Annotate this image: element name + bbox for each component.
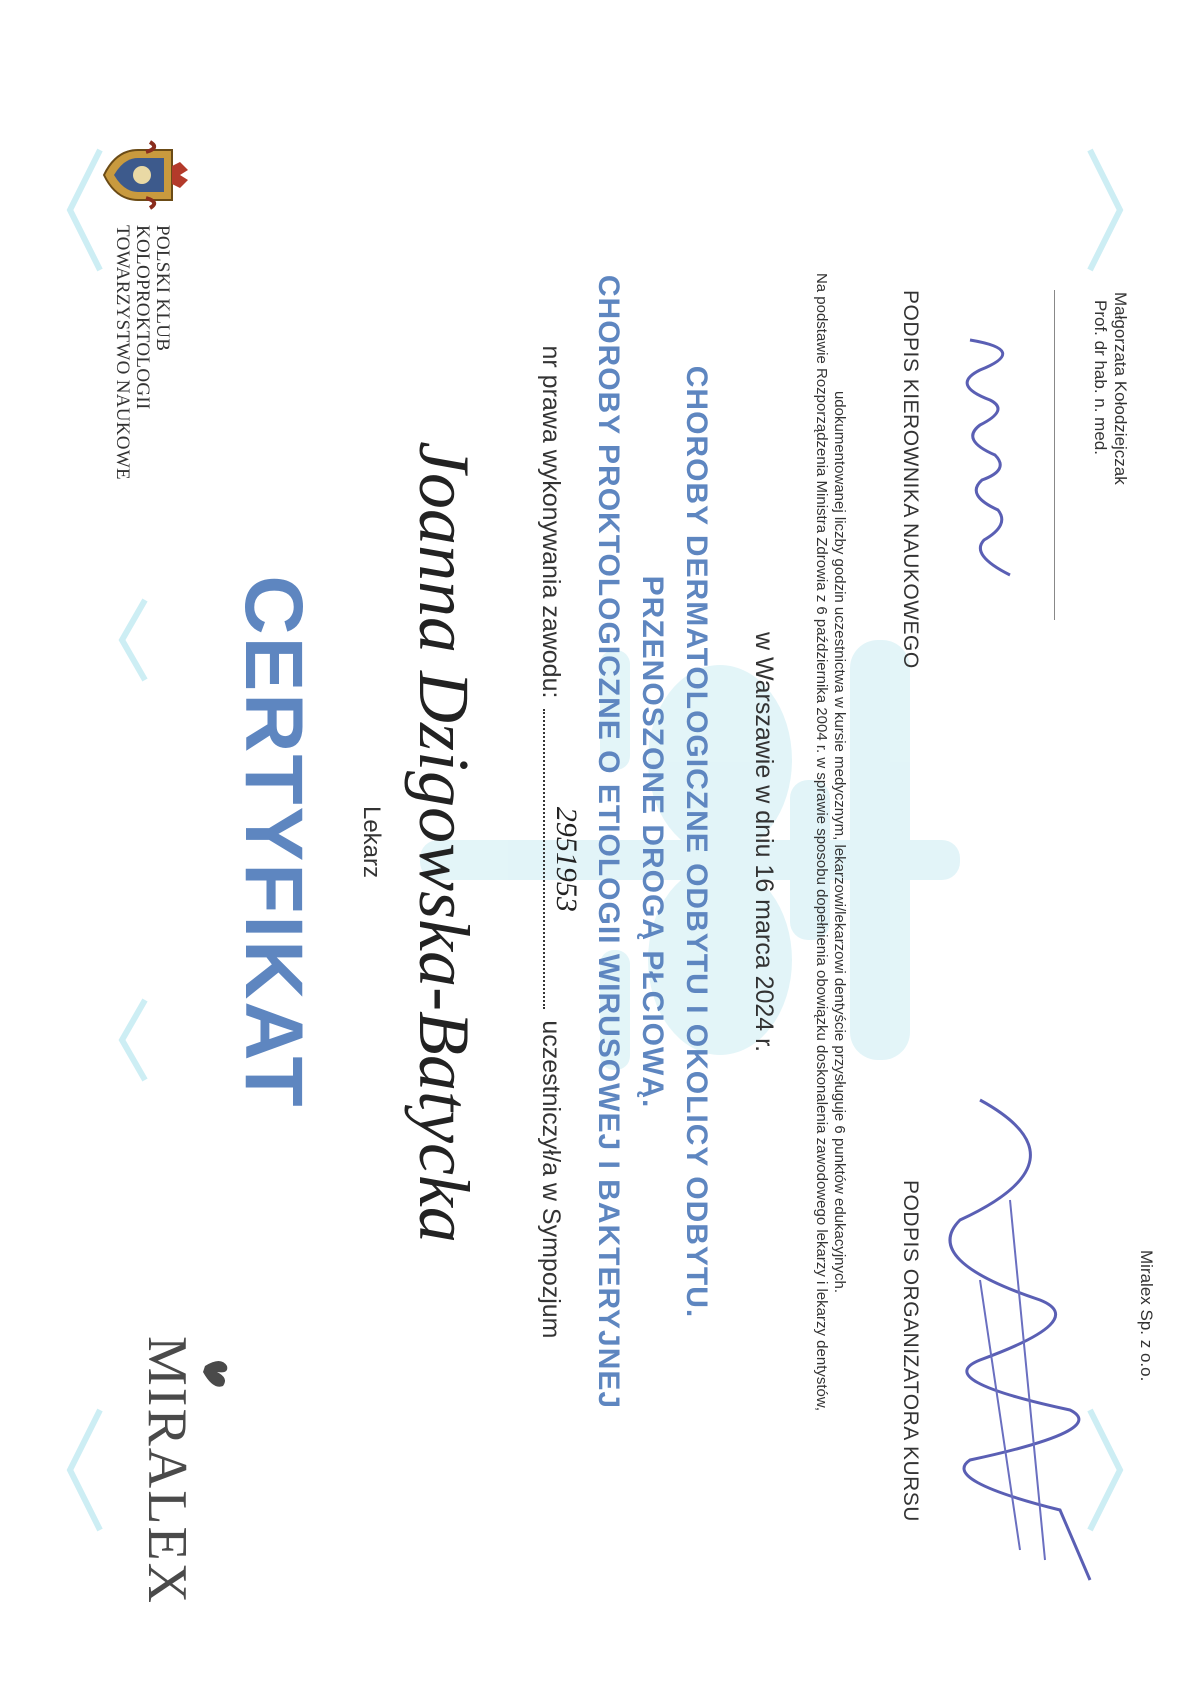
certificate-title: CERTYFIKAT: [228, 575, 319, 1109]
organizer-company: Miralex Sp. z o.o.: [1137, 1250, 1156, 1382]
pkk-name-line3: TOWARZYSTWO NAUKOWE: [112, 225, 133, 480]
signature-label-organizer: PODPIS ORGANIZATORA KURSU: [899, 1180, 922, 1522]
signature-organizer-image: [920, 1080, 1130, 1600]
legal-note-line2: udokumentowanej liczby godzin uczestnictwa w kursie medycznym, lekarzowi/lekarzowi dentyście przysługuje 6 punktów edukacyjnych.: [831, 390, 848, 1294]
pkk-name-line2: KOLOPROKTOLOGII: [132, 225, 153, 410]
miralex-wordmark: MIRALEX: [136, 1336, 198, 1606]
pkk-name: [112, 225, 172, 525]
pkk-name-line1: POLSKI KLUB: [152, 225, 173, 352]
signature-label-scientific: PODPIS KIEROWNIKA NAUKOWEGO: [899, 290, 922, 669]
registration-line: [536, 0, 583, 1684]
legal-note-line1: Na podstawie Rozporządzenia Ministra Zdrowia z 6 października 2004 r. w sprawie sposobu dopełnienia obowiązku doskonalenia zawodowego lekarzy i lekarzy dentystów,: [813, 272, 830, 1412]
signature-line-scientific: [1054, 290, 1055, 620]
registration-suffix: uczestniczył/a w Sympozjum: [537, 1020, 565, 1339]
logo-miralex: [115, 1330, 235, 1606]
registration-number: 2951953: [550, 806, 583, 912]
logo-pkk: [80, 110, 210, 530]
signature-scientific-image: [930, 330, 1050, 590]
signer-title: Prof. dr hab. n. med.: [1091, 300, 1110, 455]
registration-prefix: nr prawa wykonywania zawodu:: [537, 345, 565, 699]
participant-role: Lekarz: [358, 805, 385, 879]
course-title-line2: PRZENOSZONE DROGĄ PŁCIOWĄ.: [636, 575, 669, 1109]
participant-name: Joanna Dzigowska-Batycka: [404, 441, 484, 1243]
course-title-line3: CHOROBY DERMATOLOGICZNE ODBYTU I OKOLICY ODBYTU.: [680, 365, 713, 1319]
event-date: w Warszawie w dniu 16 marca 2024 r.: [750, 631, 778, 1053]
registration-field: [543, 709, 583, 1009]
heraldic-crest-icon: [100, 140, 190, 210]
signer-name: Małgorzata Kołodziejczak: [1111, 292, 1130, 485]
course-title-line1: CHOROBY PROKTOLOGICZNE O ETIOLOGII WIRUSOWEJ I BAKTERYJNEJ: [592, 274, 625, 1410]
